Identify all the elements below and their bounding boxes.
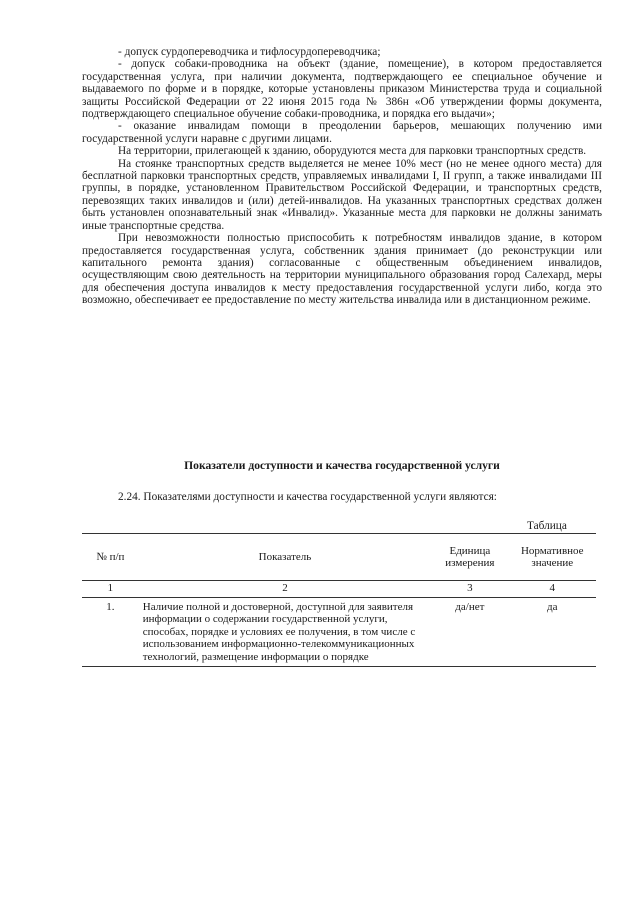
indicators-table — [82, 533, 596, 667]
body-text — [82, 46, 602, 307]
header-indicator: Показатель — [139, 534, 431, 581]
paragraph-sign-interpreter: - допуск сурдопереводчика и тифлосурдопереводчика; — [118, 46, 381, 58]
paragraph-guide-dog: - допуск собаки-проводника на объект (здание, помещение), в котором предоставляется государственная услуга, при наличии документа, подтверждающего ее специальное обучение и выдаваемого по форме и в порядке, которые установлены приказом Министерства труда и социальной защиты Российской Федерации от 22 июня 2015 года № 386н «Об утверждении формы документа, подтверждающего специальное обучение собаки-проводника, и порядка его выдачи»; — [82, 58, 602, 121]
table-header-row — [82, 534, 596, 581]
paragraph-parking-places: На стоянке транспортных средств выделяется не менее 10% мест (но не менее одного места) для бесплатной парковки транспортных средств, управляемых инвалидами I, II групп, а также инвалидами III группы, в порядке, установленном Правительством Российской Федерации, и транспортных средств, перевозящих таких инвалидов и (или) детей-инвалидов. На указанных транспортных средствах должен быть установлен опознавательный знак «Инвалид». Указанные места для парковки не должны занимать иные транспортные средства. — [82, 157, 602, 232]
header-number: № п/п — [82, 534, 139, 581]
column-number-4: 4 — [509, 581, 596, 598]
section-heading: Показатели доступности и качества государственной услуги — [184, 459, 500, 472]
paragraph-assistance: - оказание инвалидам помощи в преодолении барьеров, мешающих получению ими государственной услуги наравне с другими лицами. — [82, 120, 602, 145]
row-indicator: Наличие полной и достоверной, доступной для заявителя информации о содержании государственной услуги, способах, порядке и условиях ее получения, в том числе с использованием информационно-телекоммуникационных технологий, размещение информации о порядке — [139, 598, 431, 667]
header-normative-value: Нормативное значение — [509, 534, 596, 581]
column-number-1: 1 — [82, 581, 139, 598]
paragraph-building-adaptation: При невозможности полностью приспособить к потребностям инвалидов здание, в котором предоставляется государственная услуга, собственник здания принимает (до реконструкции или капитального ремонта здания) согласованные с общественным объединением инвалидов, осуществляющим свою деятельность на территории муниципального образования город Салехард, меры для обеспечения доступа инвалидов к месту предоставления государственной услуги либо, когда это возможно, обеспечивает ее предоставление по месту жительства инвалида или в дистанционном режиме. — [82, 232, 602, 307]
table-caption: Таблица — [527, 520, 567, 532]
table-row — [82, 598, 596, 667]
header-unit: Единица измерения — [431, 534, 508, 581]
row-value: да — [509, 598, 596, 667]
intro-paragraph: 2.24. Показателями доступности и качества государственной услуги являются: — [118, 491, 497, 503]
row-unit: да/нет — [431, 598, 508, 667]
column-number-3: 3 — [431, 581, 508, 598]
column-number-2: 2 — [139, 581, 431, 598]
column-numbers-row — [82, 581, 596, 598]
row-number: 1. — [82, 598, 139, 667]
paragraph-parking-territory: На территории, прилегающей к зданию, оборудуются места для парковки транспортных средств. — [118, 145, 587, 158]
